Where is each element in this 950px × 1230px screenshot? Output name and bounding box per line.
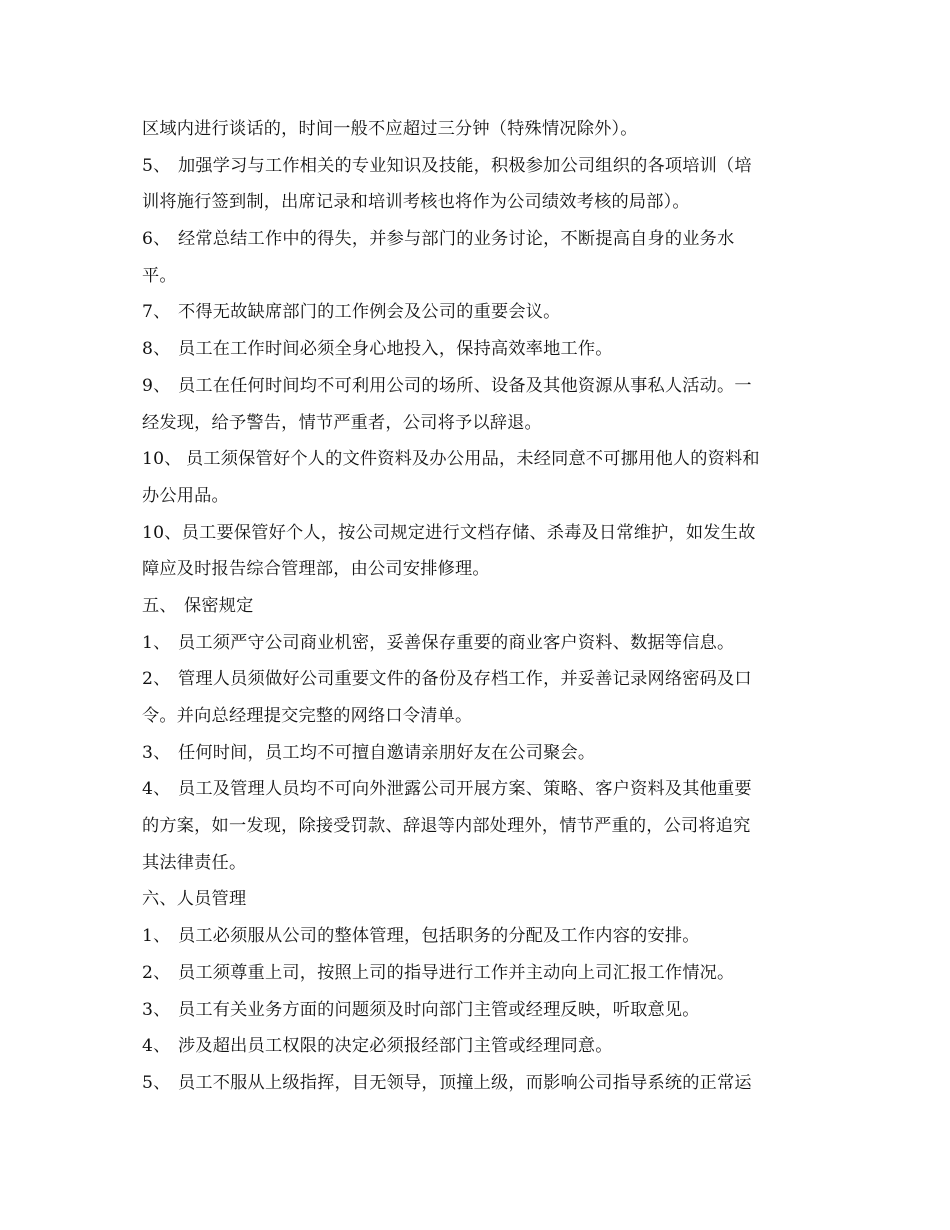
section-number: 五、 xyxy=(142,595,177,616)
item-number: 10、 xyxy=(142,449,182,470)
line-text: 员工不服从上级指挥，目无领导，顶撞上级，而影响公司指导系统的正常运 xyxy=(178,1072,752,1093)
line-text: 不得无故缺席部门的工作例会及公司的重要会议。 xyxy=(178,302,561,323)
line-text: 障应及时报告综合管理部，由公司安排修理。 xyxy=(142,559,490,580)
list-item xyxy=(142,923,810,960)
section-title: 六、人员管理 xyxy=(142,889,247,910)
section-heading xyxy=(142,593,810,630)
text-line xyxy=(142,483,810,520)
line-text: 办公用品。 xyxy=(142,485,229,506)
item-number: 3、 xyxy=(142,999,171,1020)
line-text: 区域内进行谈话的，时间一般不应超过三分钟（特殊情况除外）。 xyxy=(142,119,638,139)
document-body xyxy=(142,116,810,1107)
list-item xyxy=(142,997,810,1034)
line-text: 其法律责任。 xyxy=(142,852,247,873)
line-text: 的方案，如一发现，除接受罚款、辞退等内部处理外，情节严重的，公司将追究 xyxy=(142,816,751,837)
text-line xyxy=(142,556,810,593)
item-number: 1、 xyxy=(142,632,171,653)
item-number: 10、 xyxy=(142,522,182,543)
line-text: 员工须尊重上司，按照上司的指导进行工作并主动向上司汇报工作情况。 xyxy=(178,962,735,983)
list-item xyxy=(142,776,810,813)
line-text: 令。并向总经理提交完整的网络口令清单。 xyxy=(142,706,473,726)
item-number: 5、 xyxy=(142,155,171,176)
item-number: 5、 xyxy=(142,1072,171,1093)
item-number: 1、 xyxy=(142,926,171,947)
line-text: 平。 xyxy=(142,265,177,286)
line-text: 涉及超出员工权限的决定必须报经部门主管或经理同意。 xyxy=(178,1036,613,1057)
item-number: 7、 xyxy=(142,302,171,323)
section-title: 保密规定 xyxy=(184,595,254,616)
line-text: 经发现，给予警告，情节严重者，公司将予以辞退。 xyxy=(142,412,542,433)
list-item xyxy=(142,1070,810,1107)
line-text: 任何时间，员工均不可擅自邀请亲朋好友在公司聚会。 xyxy=(178,742,596,763)
list-item xyxy=(142,520,810,557)
line-text: 管理人员须做好公司重要文件的备份及存档工作，并妥善记录网络密码及口 xyxy=(178,669,752,690)
line-text: 员工须保管好个人的文件资料及办公用品，未经同意不可挪用他人的资料和 xyxy=(186,449,760,470)
text-line xyxy=(142,189,810,226)
list-item xyxy=(142,666,810,703)
line-text: 经常总结工作中的得失，并参与部门的业务讨论，不断提高自身的业务水 xyxy=(178,229,735,250)
line-text: 员工在任何时间均不可利用公司的场所、设备及其他资源从事私人活动。一 xyxy=(178,375,752,396)
item-number: 9、 xyxy=(142,375,171,396)
line-text: 加强学习与工作相关的专业知识及技能，积极参加公司组织的各项培训（培 xyxy=(178,155,752,176)
line-text: 员工有关业务方面的问题须及时向部门主管或经理反映，听取意见。 xyxy=(178,999,700,1020)
list-item xyxy=(142,960,810,997)
item-number: 2、 xyxy=(142,962,171,983)
item-number: 2、 xyxy=(142,669,171,690)
text-line xyxy=(142,850,810,887)
line-text: 训将施行签到制，出席记录和培训考核也将作为公司绩效考核的局部）。 xyxy=(142,192,690,213)
line-text: 员工须严守公司商业机密，妥善保存重要的商业客户资料、数据等信息。 xyxy=(178,632,735,653)
item-number: 4、 xyxy=(142,779,171,800)
list-item xyxy=(142,226,810,263)
list-item xyxy=(142,153,810,190)
line-text: 员工及管理人员均不可向外泄露公司开展方案、策略、客户资料及其他重要 xyxy=(178,779,752,800)
item-number: 6、 xyxy=(142,229,171,250)
list-item xyxy=(142,373,810,410)
item-number: 4、 xyxy=(142,1036,171,1057)
line-text: 员工必须服从公司的整体管理，包括职务的分配及工作内容的安排。 xyxy=(178,926,700,947)
item-number: 3、 xyxy=(142,742,171,763)
line-text: 员工在工作时间必须全身心地投入，保持高效率地工作。 xyxy=(178,339,613,360)
text-line xyxy=(142,813,810,850)
item-number: 8、 xyxy=(142,339,171,360)
list-item xyxy=(142,740,810,777)
section-heading xyxy=(142,886,810,923)
list-item xyxy=(142,630,810,667)
text-line xyxy=(142,703,810,740)
list-item xyxy=(142,446,810,483)
list-item xyxy=(142,1033,810,1070)
text-line xyxy=(142,116,810,153)
text-line xyxy=(142,410,810,447)
list-item xyxy=(142,299,810,336)
list-item xyxy=(142,336,810,373)
text-line xyxy=(142,263,810,300)
line-text: 员工要保管好个人，按公司规定进行文档存储、杀毒及日常维护，如发生故 xyxy=(181,522,756,543)
